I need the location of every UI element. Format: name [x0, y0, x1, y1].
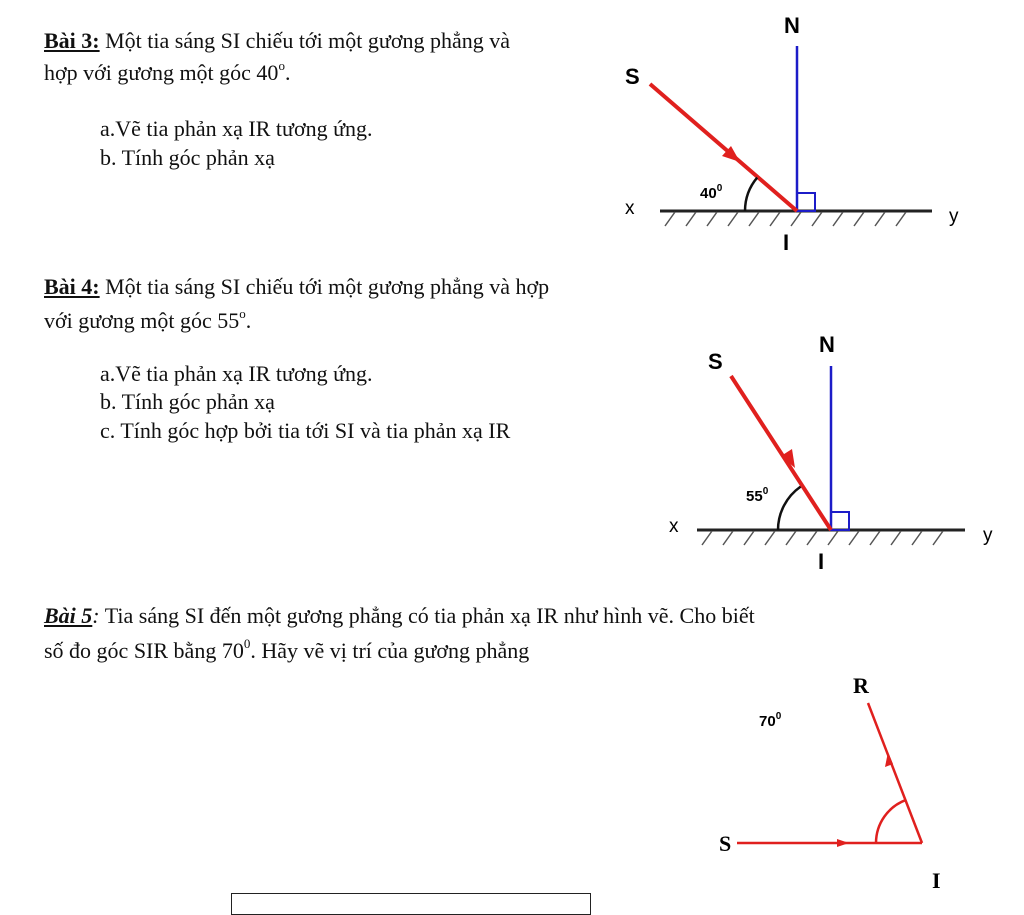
label-R: R	[853, 673, 869, 698]
problem5-line2: số đo góc SIR bằng $70^0$. Hãy vẽ vị trí của gương phẳng	[44, 635, 530, 663]
problem3-line1: Bài 3: Một tia sáng SI chiếu tới một gương phẳng và	[44, 28, 510, 53]
reflected-ray	[868, 703, 922, 843]
angle-label: $55^0$	[746, 486, 769, 505]
angle-label: $70^0$	[759, 711, 782, 730]
problem5-line1: Bài 5: Tia sáng SI đến một gương phẳng có tia phản xạ IR như hình vẽ. Cho biết	[44, 603, 755, 628]
angle-arc	[876, 800, 906, 843]
problem4-line1: Bài 4: Một tia sáng SI chiếu tới một gương phẳng và hợp	[44, 274, 550, 299]
label-y: y	[949, 206, 959, 227]
problem5-label: Bài 5	[44, 603, 93, 628]
problem4-label: Bài 4:	[44, 274, 100, 299]
problem3-line2: hợp với gương một góc 40$^o$.	[44, 57, 291, 85]
problem4-line2: với gương một góc 55$^o$.	[44, 305, 252, 333]
label-x: x	[669, 516, 679, 537]
problem3-item-a: a.Vẽ tia phản xạ IR tương ứng.	[100, 116, 373, 141]
label-N: N	[784, 13, 800, 38]
label-I: I	[783, 230, 790, 255]
label-I: I	[818, 549, 825, 574]
problem4-item-c: c. Tính góc hợp bởi tia tới SI và tia phản xạ IR	[100, 418, 511, 443]
label-x: x	[625, 198, 635, 219]
problem3-item-b: b. Tính góc phản xạ	[100, 145, 275, 170]
label-N: N	[819, 332, 835, 357]
label-S: S	[719, 831, 732, 856]
label-I: I	[932, 868, 941, 893]
bottom-box	[231, 893, 591, 915]
label-S: S	[708, 349, 723, 374]
problem4-item-a: a.Vẽ tia phản xạ IR tương ứng.	[100, 361, 373, 386]
problem3-label: Bài 3:	[44, 28, 100, 53]
incident-arrowhead	[837, 839, 849, 847]
problem4-item-b: b. Tính góc phản xạ	[100, 389, 275, 414]
label-S: S	[625, 64, 640, 89]
angle-label: $40^0$	[700, 183, 723, 202]
label-y: y	[983, 525, 993, 546]
